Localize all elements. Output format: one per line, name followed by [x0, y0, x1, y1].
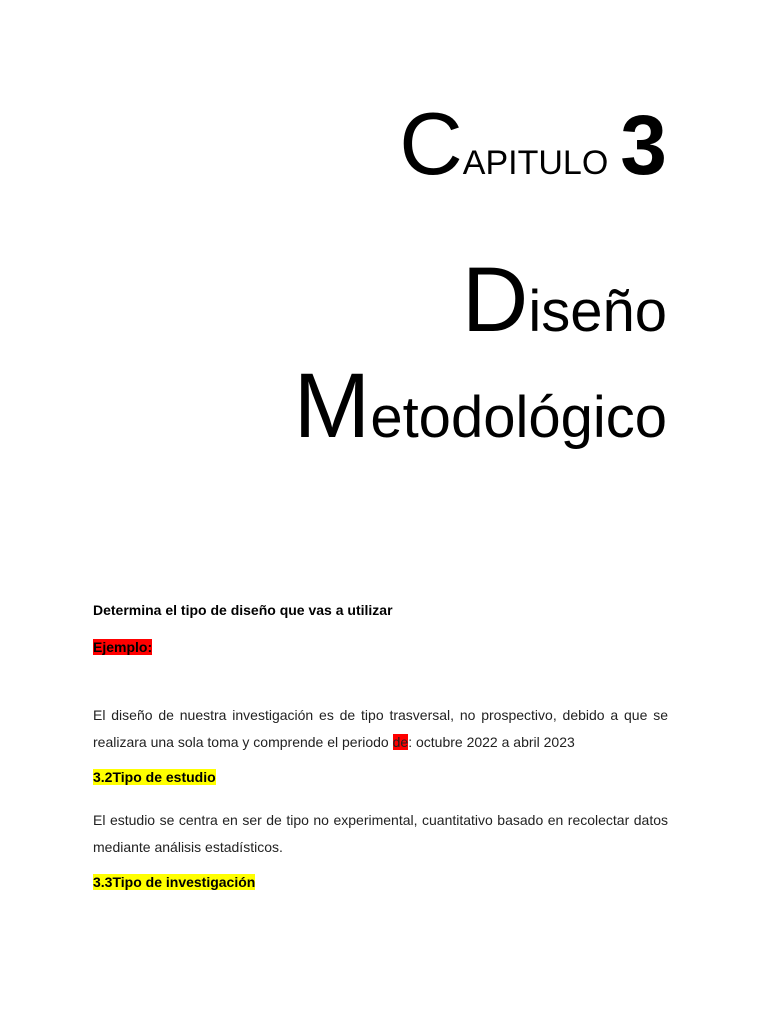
heading-text: Determina el tipo de diseño que vas a utilizar — [93, 602, 393, 618]
section-3-3-heading — [93, 869, 668, 896]
chapter-number: 3 — [620, 98, 667, 192]
title-line-diseno — [461, 249, 667, 351]
chapter-cap-letter: C — [399, 94, 463, 193]
paragraph1-text-part1: El diseño de nuestra investigación es de tipo trasversal, no prospectivo, debido a que se realizara una sola toma y comprende el periodo — [93, 707, 668, 750]
title-line2-cap-letter: M — [293, 355, 371, 457]
title-line1-cap-letter: D — [461, 249, 529, 351]
paragraph-design — [93, 702, 668, 756]
paragraph2-text: El estudio se centra en ser de tipo no experimental, cuantitativo basado en recolectar datos mediante análisis estadísticos. — [93, 812, 668, 855]
paragraph1-text-part2: : octubre 2022 a abril 2023 — [408, 734, 575, 750]
title-line1-rest: iseño — [528, 279, 667, 344]
chapter-word-rest: APITULO — [462, 144, 609, 182]
chapter-title — [399, 94, 667, 193]
section-3-2-heading — [93, 764, 668, 791]
example-label-row — [93, 634, 668, 661]
example-label: Ejemplo: — [93, 639, 153, 655]
section-3-2-title: 3.2Tipo de estudio — [93, 769, 216, 785]
section-3-3-title: 3.3Tipo de investigación — [93, 874, 256, 890]
paragraph-study — [93, 807, 668, 861]
section-heading — [93, 597, 668, 624]
title-line2-rest: etodológico — [370, 385, 667, 450]
paragraph1-highlight: de — [392, 734, 409, 750]
title-line-metodologico — [293, 355, 667, 457]
